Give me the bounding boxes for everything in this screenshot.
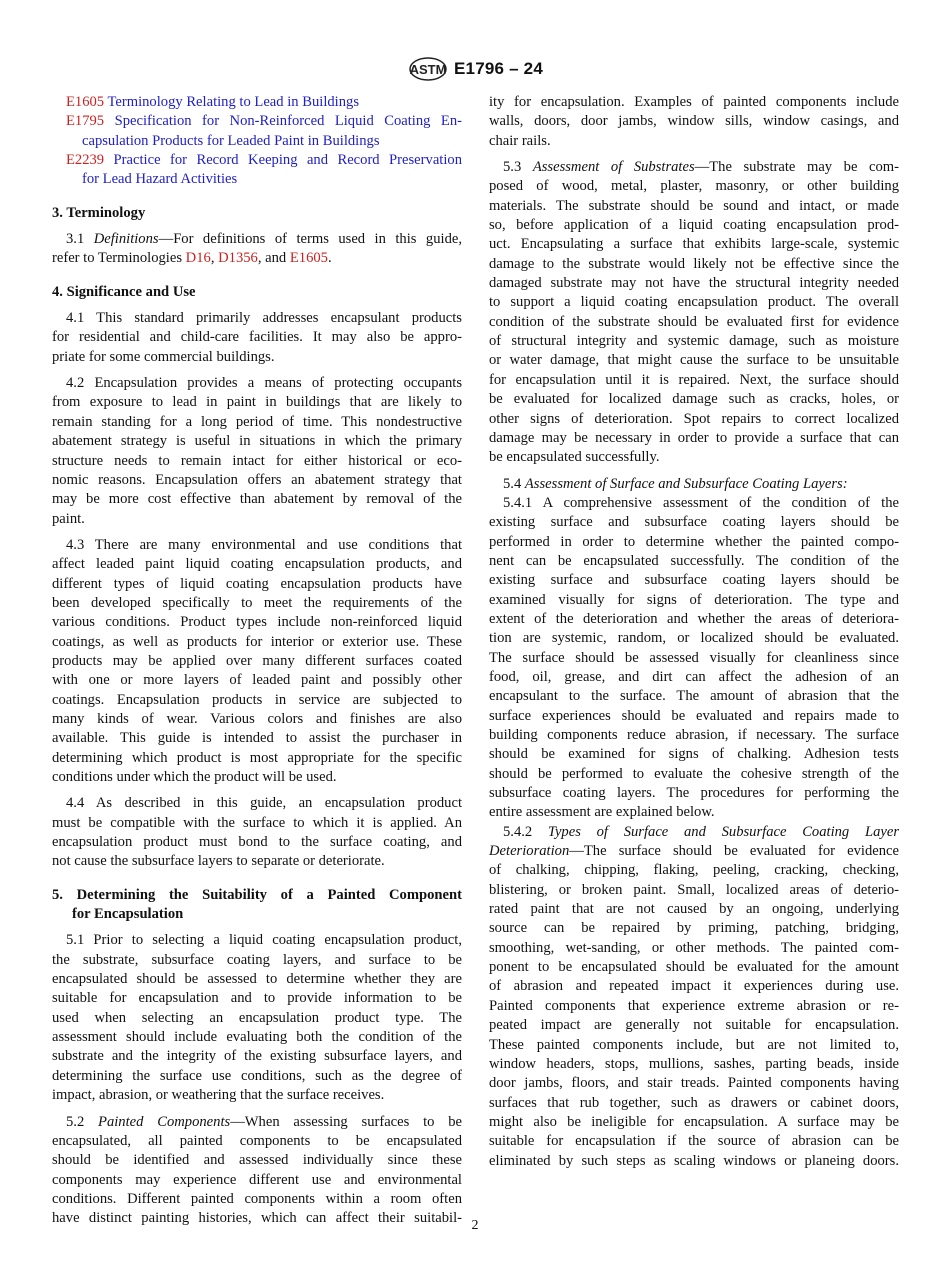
text-span: —For definitions of terms used in this guide, bbox=[158, 231, 463, 248]
text-line bbox=[52, 132, 462, 151]
text-line bbox=[52, 729, 462, 748]
text-span: —The substrate may be com- bbox=[694, 159, 900, 176]
italic-term: Assessment of Surface and Subsurface Coating Layers: bbox=[524, 475, 848, 492]
text-line bbox=[52, 691, 462, 710]
text-line bbox=[489, 900, 899, 919]
text-span: , and bbox=[257, 250, 290, 267]
text-span: uct. Encapsulating a surface that exhibits large-scale, systemic bbox=[489, 236, 899, 253]
text-span: The surface should be assessed visually for cleanliness since bbox=[489, 649, 899, 666]
text-line bbox=[52, 432, 462, 451]
italic-term: Painted Components bbox=[98, 1113, 231, 1130]
text-span: eliminated by such steps as scaling windows or planeing doors. bbox=[489, 1152, 899, 1169]
text-span: coatings, as well as products for interior or exterior use. These bbox=[52, 633, 462, 650]
text-line bbox=[489, 842, 899, 861]
text-span: impact, abrasion, or weathering that the surface receives. bbox=[52, 1087, 385, 1104]
text-line bbox=[489, 823, 899, 842]
text-line bbox=[489, 351, 899, 370]
text-line bbox=[489, 571, 899, 590]
text-span: assessment should include evaluating both the condition of the bbox=[52, 1029, 462, 1046]
text-span: 4.3 There are many environmental and use conditions that bbox=[66, 536, 462, 553]
text-span: chair rails. bbox=[489, 132, 551, 149]
text-span: subsurface coating layers. The procedures for performing the bbox=[489, 785, 899, 802]
text-line bbox=[489, 707, 899, 726]
text-line bbox=[52, 151, 462, 170]
text-span: abatement strategy is useful in situations in which the primary bbox=[52, 433, 462, 450]
text-span: food, oil, grease, and dirt can affect the adhesion of an bbox=[489, 668, 899, 685]
text-line bbox=[489, 390, 899, 409]
text-line bbox=[489, 158, 899, 177]
reference-link[interactable]: Practice for Record Keeping and Record Preservation bbox=[104, 152, 462, 169]
text-span: priate for some commercial buildings. bbox=[52, 348, 275, 365]
text-line bbox=[489, 177, 899, 196]
text-line bbox=[52, 510, 462, 529]
text-line bbox=[489, 448, 899, 467]
paragraph bbox=[52, 1113, 462, 1229]
text-line bbox=[489, 132, 899, 151]
text-line bbox=[52, 794, 462, 813]
text-line bbox=[489, 958, 899, 977]
text-span: encapsulation product must bond to the surface coating, and bbox=[52, 834, 462, 851]
text-span: These painted components include, but are not limited to, bbox=[489, 1036, 899, 1053]
text-line bbox=[52, 490, 462, 509]
section-heading bbox=[52, 204, 462, 223]
text-span: existing surface and subsurface coating layers should be bbox=[489, 514, 899, 531]
text-line bbox=[52, 970, 462, 989]
astm-logo-icon bbox=[408, 56, 448, 82]
text-line bbox=[52, 833, 462, 852]
section-heading bbox=[52, 283, 462, 302]
text-span: encapsulant to the surface. The amount of abrasion that the bbox=[489, 688, 899, 705]
text-line bbox=[489, 332, 899, 351]
paragraph bbox=[52, 374, 462, 529]
text-span: 5.4.2 bbox=[503, 823, 548, 840]
text-span: many kinds of wear. Various colors and finishes are also bbox=[52, 710, 462, 727]
text-span: examined visually for signs of deterioration. The type and bbox=[489, 591, 899, 608]
text-span: various conditions. Product types include non-reinforced liquid bbox=[52, 614, 462, 631]
reference-link[interactable]: D16 bbox=[185, 250, 211, 267]
paragraph bbox=[489, 93, 899, 151]
text-span: should be performed to evaluate the cohesive strength of the bbox=[489, 765, 899, 782]
text-line bbox=[489, 1074, 899, 1093]
reference-link[interactable]: for Lead Hazard Activities bbox=[82, 171, 238, 188]
text-span: for encapsulation until it is repaired. Next, the surface should bbox=[489, 371, 899, 388]
text-span: used when selecting an encapsulation product type. The bbox=[52, 1009, 462, 1026]
text-span: different types of liquid coating encapsulation products have bbox=[52, 575, 462, 592]
text-span: building components reduce abrasion, if necessary. The surface bbox=[489, 727, 899, 743]
text-span: source can be repaired by priming, patching, bridging, bbox=[489, 920, 899, 937]
text-line bbox=[489, 112, 899, 131]
text-line bbox=[52, 1028, 462, 1047]
text-line bbox=[52, 905, 462, 924]
text-span: of chalking, chipping, flaking, peeling, cracking, checking, bbox=[489, 862, 899, 879]
text-line bbox=[52, 951, 462, 970]
text-span: performed in order to determine whether the painted compo- bbox=[489, 533, 899, 550]
text-line bbox=[489, 1132, 899, 1151]
text-span: ponent to be encapsulated should be evaluated for the amount bbox=[489, 959, 899, 976]
text-line bbox=[489, 494, 899, 513]
text-line bbox=[52, 1190, 462, 1209]
text-span: 5.3 bbox=[503, 159, 533, 176]
reference-link[interactable]: E2239 bbox=[66, 152, 105, 169]
text-line bbox=[489, 803, 899, 822]
text-line bbox=[489, 726, 899, 745]
paragraph bbox=[52, 794, 462, 871]
text-line bbox=[489, 1055, 899, 1074]
page-number: 2 bbox=[471, 1218, 479, 1233]
text-span: refer to Terminologies bbox=[52, 250, 186, 267]
italic-term: Types of Surface and Subsurface Coating Layer bbox=[547, 823, 899, 840]
reference-link[interactable]: capsulation Products for Leaded Paint in Buildings bbox=[82, 132, 380, 149]
text-line bbox=[489, 939, 899, 958]
text-span: of structural integrity and systemic damage, such as moisture bbox=[489, 333, 899, 350]
text-line bbox=[489, 1094, 899, 1113]
text-line bbox=[489, 745, 899, 764]
text-line bbox=[52, 671, 462, 690]
text-span: extent of the deterioration and whether the areas of deteriora- bbox=[489, 610, 899, 627]
text-line bbox=[489, 1036, 899, 1055]
text-span: . bbox=[327, 250, 332, 267]
svg-text:ASTM: ASTM bbox=[409, 62, 447, 77]
text-span: surface experiences should be evaluated and repairs made to bbox=[489, 707, 899, 724]
text-span: products may be applied over many different surfaces coated bbox=[52, 652, 462, 669]
text-span: should be examined for signs of chalking. Adhesion tests bbox=[489, 746, 899, 763]
text-line bbox=[52, 1171, 462, 1190]
text-span: other signs of deterioration. Spot repairs to correct localized bbox=[489, 410, 899, 427]
paragraph bbox=[489, 158, 899, 468]
italic-term: Assessment of Substrates bbox=[532, 159, 695, 176]
text-line bbox=[52, 309, 462, 328]
text-span: not cause the subsurface layers to separate or deteriorate. bbox=[52, 853, 385, 870]
text-line bbox=[52, 1086, 462, 1105]
text-line bbox=[489, 610, 899, 629]
text-line bbox=[52, 814, 462, 833]
text-span: 3. Terminology bbox=[52, 204, 146, 221]
text-line bbox=[52, 931, 462, 950]
text-line bbox=[52, 633, 462, 652]
text-span: entire assessment are explained below. bbox=[489, 804, 715, 821]
text-span: be encapsulated successfully. bbox=[489, 449, 660, 466]
reference-link[interactable]: Specification for Non-Reinforced Liquid Coating En- bbox=[104, 113, 462, 130]
text-line bbox=[489, 997, 899, 1016]
text-line bbox=[52, 1151, 462, 1170]
text-span: 5.4.1 A comprehensive assessment of the condition of the bbox=[503, 494, 899, 511]
text-line bbox=[489, 216, 899, 235]
text-line bbox=[52, 374, 462, 393]
text-span: damage may be necessary in order to provide a surface that can bbox=[489, 429, 899, 446]
text-line bbox=[489, 293, 899, 312]
text-line bbox=[489, 784, 899, 803]
text-span: components may experience different use and environmental bbox=[52, 1171, 462, 1188]
text-span: 4.1 This standard primarily addresses encapsulant products bbox=[66, 310, 462, 327]
reference-link[interactable]: Terminology Relating to Lead in Buildings bbox=[104, 94, 359, 110]
text-span: conditions. Different painted components within a room often bbox=[52, 1190, 462, 1207]
text-line bbox=[52, 249, 462, 268]
paragraph bbox=[52, 536, 462, 787]
text-span: 4.2 Encapsulation provides a means of protecting occupants bbox=[66, 375, 462, 392]
text-span: Painted components that experience extreme abrasion or re- bbox=[489, 997, 899, 1014]
italic-term: Deterioration bbox=[489, 843, 570, 860]
text-span: posed of wood, metal, plaster, masonry, or other building bbox=[489, 178, 899, 195]
text-span: remain standing for a long period of time. This nondestructive bbox=[52, 413, 462, 430]
text-line bbox=[52, 230, 462, 249]
text-line bbox=[489, 371, 899, 390]
text-span: 5.1 Prior to selecting a liquid coating encapsulation product, bbox=[66, 932, 462, 949]
text-span: encapsulated should be assessed to determine whether they are bbox=[52, 971, 462, 988]
text-span: from exposure to lead in paint in buildings that are likely to bbox=[52, 394, 462, 411]
text-span: so, before application of a liquid coating encapsulation prod- bbox=[489, 217, 899, 234]
text-line bbox=[52, 652, 462, 671]
text-span: or water damage, that might cause the surface to be unsuitable bbox=[489, 352, 899, 369]
text-span: may be more cost effective than abatement by removal of the bbox=[52, 491, 462, 508]
text-span: rated paint that are not caused by an ongoing, underlying bbox=[489, 901, 899, 918]
text-span: damaged substrate may not have the structural integrity needed bbox=[489, 275, 899, 292]
text-line bbox=[52, 575, 462, 594]
text-span: been developed specifically to meet the requirements of the bbox=[52, 594, 462, 611]
paragraph bbox=[52, 230, 462, 269]
text-span: nent can be encapsulated successfully. The condition of the bbox=[489, 552, 899, 569]
text-line bbox=[52, 393, 462, 412]
text-line bbox=[52, 555, 462, 574]
text-line bbox=[489, 552, 899, 571]
text-line bbox=[52, 348, 462, 367]
text-line bbox=[489, 235, 899, 254]
text-span: 5. Determining the Suitability of a Painted Component bbox=[52, 886, 462, 903]
text-line bbox=[52, 594, 462, 613]
text-span: ity for encapsulation. Examples of painted components include bbox=[489, 94, 899, 110]
text-line bbox=[489, 881, 899, 900]
text-line bbox=[489, 1152, 899, 1171]
text-span: 4.4 As described in this guide, an encapsulation product bbox=[66, 795, 462, 812]
text-line bbox=[489, 533, 899, 552]
reference-item bbox=[52, 112, 462, 151]
text-line bbox=[52, 93, 462, 112]
text-span: affect leaded paint liquid coating encapsulation products, and bbox=[52, 556, 462, 573]
text-line bbox=[489, 861, 899, 880]
text-span: to support a liquid coating encapsulation product. The overall bbox=[489, 294, 899, 311]
text-line bbox=[489, 591, 899, 610]
text-line bbox=[489, 313, 899, 332]
text-span: of abrasion and repeated impact it experiences during use. bbox=[489, 978, 899, 995]
reference-item bbox=[52, 151, 462, 190]
text-span: the substrate, subsurface coating layers, and surface to be bbox=[52, 951, 462, 968]
text-span: door jambs, floors, and stair treads. Painted components having bbox=[489, 1075, 899, 1092]
text-span: existing surface and subsurface coating layers should be bbox=[489, 572, 899, 589]
left-column bbox=[52, 93, 462, 1229]
text-span: peated impact are generally not suitable for encapsulation. bbox=[489, 1017, 899, 1034]
reference-link[interactable]: E1605 bbox=[289, 250, 328, 267]
text-span: with one or more layers of leaded paint and possibly other bbox=[52, 672, 462, 689]
text-span: might also be ineligible for encapsulation. A surface may be bbox=[489, 1113, 899, 1130]
text-span: 4. Significance and Use bbox=[52, 283, 196, 300]
text-line bbox=[489, 687, 899, 706]
text-line bbox=[52, 749, 462, 768]
text-span: 5.4 bbox=[503, 475, 525, 492]
text-line bbox=[52, 852, 462, 871]
text-line bbox=[52, 768, 462, 787]
text-span: 5.2 bbox=[66, 1113, 99, 1130]
text-line bbox=[489, 513, 899, 532]
reference-item bbox=[52, 93, 462, 112]
text-span: structure needs to remain intact for either historical or eco- bbox=[52, 452, 462, 469]
text-line bbox=[489, 475, 899, 494]
text-line bbox=[489, 274, 899, 293]
text-line bbox=[489, 977, 899, 996]
text-line bbox=[52, 471, 462, 490]
text-span: surfaces that rub together, such as drawers or cabinet doors, bbox=[489, 1094, 899, 1111]
text-span: smoothing, wet-sanding, or other methods. The painted com- bbox=[489, 939, 899, 956]
text-span: —The surface should be evaluated for evidence bbox=[569, 843, 899, 860]
text-line bbox=[52, 413, 462, 432]
reference-link[interactable]: D1356 bbox=[218, 250, 258, 267]
document-designation: E1796 – 24 bbox=[454, 59, 543, 78]
text-span: materials. The substrate should be sound and intact, or made bbox=[489, 197, 899, 214]
paragraph bbox=[489, 823, 899, 1171]
text-span: be evaluated for localized damage such as cracks, holes, or bbox=[489, 391, 899, 408]
right-column bbox=[489, 93, 899, 1171]
text-span: conditions under which the product will be used. bbox=[52, 769, 337, 785]
text-span: should be identified and assessed individually since these bbox=[52, 1152, 462, 1169]
paragraph bbox=[52, 931, 462, 1105]
italic-term: Definitions bbox=[93, 231, 159, 248]
text-line bbox=[489, 429, 899, 448]
text-span: tion are systemic, random, or localized should be evaluated. bbox=[489, 630, 899, 647]
page-header bbox=[408, 56, 543, 82]
text-line bbox=[489, 255, 899, 274]
paragraph bbox=[489, 494, 899, 823]
text-span: —When assessing surfaces to be bbox=[230, 1113, 463, 1130]
text-span: condition of the substrate should be evaluated first for evidence bbox=[489, 313, 899, 330]
text-line bbox=[52, 204, 462, 223]
text-line bbox=[52, 710, 462, 729]
text-line bbox=[52, 989, 462, 1008]
text-span: determining the surface use conditions, such as the degree of bbox=[52, 1067, 462, 1084]
text-span: must be compatible with the surface to which it is applied. An bbox=[52, 814, 462, 831]
text-span: paint. bbox=[52, 510, 85, 527]
text-span: substrate and the integrity of the existing subsurface layers, and bbox=[52, 1048, 462, 1065]
reference-link[interactable]: E1795 bbox=[66, 113, 105, 130]
text-span: 3.1 bbox=[66, 231, 94, 248]
text-span: nomic reasons. Encapsulation offers an abatement strategy that bbox=[52, 471, 462, 488]
text-line bbox=[489, 1016, 899, 1035]
text-span: window headers, stops, mullions, sashes, parting beads, inside bbox=[489, 1055, 899, 1072]
text-line bbox=[489, 629, 899, 648]
text-span: damage to the substrate would likely not be effective since the bbox=[489, 255, 899, 272]
text-line bbox=[489, 668, 899, 687]
text-line bbox=[52, 613, 462, 632]
text-line bbox=[52, 1113, 462, 1132]
reference-link[interactable]: E1605 bbox=[66, 94, 105, 110]
text-line bbox=[52, 452, 462, 471]
text-span: walls, doors, door jambs, window sills, window casings, and bbox=[489, 113, 899, 130]
text-line bbox=[52, 536, 462, 555]
text-line bbox=[489, 93, 899, 112]
text-line bbox=[52, 1047, 462, 1066]
text-span: , bbox=[210, 250, 219, 267]
text-line bbox=[52, 1067, 462, 1086]
text-line bbox=[489, 410, 899, 429]
text-span: suitable for encapsulation if the source of abrasion can be bbox=[489, 1133, 899, 1150]
text-line bbox=[52, 886, 462, 905]
text-line bbox=[489, 919, 899, 938]
text-line bbox=[52, 283, 462, 302]
paragraph bbox=[489, 475, 899, 494]
text-span: have distinct painting histories, which can affect their suitabil- bbox=[52, 1210, 462, 1227]
text-span: for residential and child-care facilities. It may also be appro- bbox=[52, 329, 462, 346]
text-line bbox=[52, 328, 462, 347]
text-span: for Encapsulation bbox=[72, 906, 184, 923]
text-span: encapsulated, all painted components to be encapsulated bbox=[52, 1132, 462, 1149]
text-span: determining which product is most appropriate for the specific bbox=[52, 749, 462, 766]
text-line bbox=[52, 1009, 462, 1028]
section-heading bbox=[52, 886, 462, 925]
text-span: blistering, or broken paint. Small, localized areas of deterio- bbox=[489, 881, 899, 898]
text-line bbox=[489, 649, 899, 668]
text-span: available. This guide is intended to assist the purchaser in bbox=[52, 730, 462, 747]
text-line bbox=[489, 1113, 899, 1132]
text-line bbox=[52, 170, 462, 189]
text-span: coatings. Encapsulation products in service are subjected to bbox=[52, 691, 462, 708]
text-line bbox=[489, 765, 899, 784]
text-line bbox=[489, 197, 899, 216]
text-span: suitable for encapsulation and to provide information to be bbox=[52, 990, 462, 1007]
text-line bbox=[52, 112, 462, 131]
paragraph bbox=[52, 309, 462, 367]
text-line bbox=[52, 1132, 462, 1151]
